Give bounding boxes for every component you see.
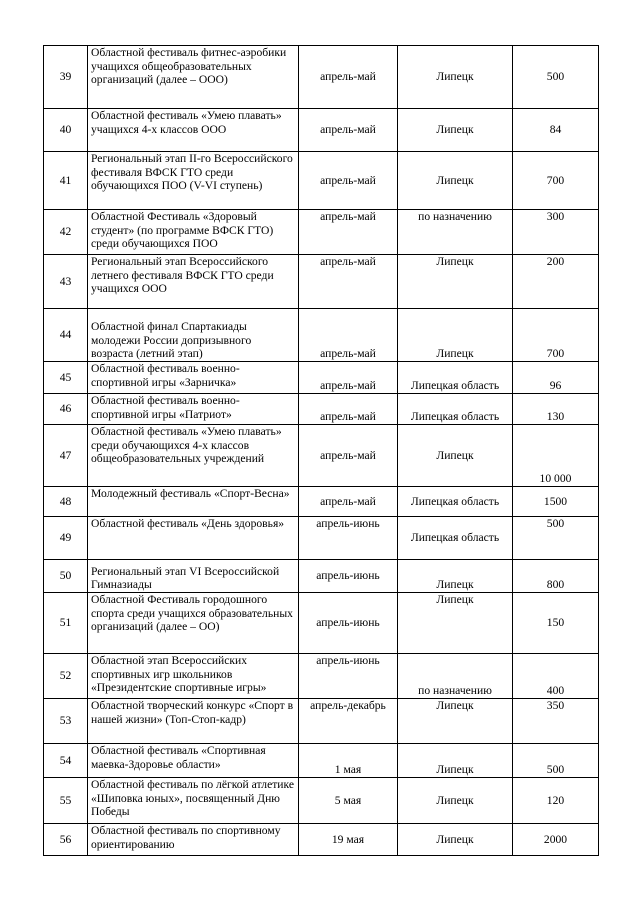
row-number: 49 <box>44 517 88 560</box>
event-name: Областной фестиваль «Спортивная маевка-Здоровье области» <box>88 744 299 778</box>
event-name: Областной фестиваль «Умею плавать» среди обучающихся 4-х классов общеобразовательных учреждений <box>88 425 299 487</box>
event-date: апрель-июнь <box>299 560 398 593</box>
event-date: апрель-май <box>299 109 398 152</box>
table-row <box>44 560 599 593</box>
event-place: Липецк <box>398 309 513 362</box>
event-date: апрель-июнь <box>299 517 398 560</box>
table-row <box>44 152 599 210</box>
event-name: Областной фестиваль «День здоровья» <box>88 517 299 560</box>
table-row <box>44 699 599 744</box>
event-place: по назначению <box>398 210 513 255</box>
event-date: 5 мая <box>299 778 398 824</box>
participant-count: 700 <box>513 309 599 362</box>
participant-count: 800 <box>513 560 599 593</box>
participant-count: 350 <box>513 699 599 744</box>
event-place: по назначению <box>398 654 513 699</box>
event-place: Липецк <box>398 593 513 654</box>
participant-count: 500 <box>513 517 599 560</box>
event-name: Региональный этап II-го Всероссийского фестиваля ВФСК ГТО среди обучающихся ПОО (V-VI ступень) <box>88 152 299 210</box>
event-date: апрель-май <box>299 425 398 487</box>
event-name: Областной Фестиваль городошного спорта среди учащихся образовательных организаций (далее – ОО) <box>88 593 299 654</box>
table-row <box>44 425 599 487</box>
participant-count: 700 <box>513 152 599 210</box>
row-number: 39 <box>44 46 88 109</box>
event-name: Областной фестиваль по лёгкой атлетике «Шиповка юных», посвященный Дню Победы <box>88 778 299 824</box>
event-name: Областной Фестиваль «Здоровый студент» (по программе ВФСК ГТО) среди обучающихся ПОО <box>88 210 299 255</box>
table-row <box>44 517 599 560</box>
participant-count: 96 <box>513 362 599 394</box>
event-date: апрель-декабрь <box>299 699 398 744</box>
participant-count: 120 <box>513 778 599 824</box>
table-row <box>44 824 599 856</box>
table-row <box>44 744 599 778</box>
row-number: 56 <box>44 824 88 856</box>
participant-count: 150 <box>513 593 599 654</box>
event-place: Липецкая область <box>398 362 513 394</box>
event-name: Областной фестиваль военно-спортивной игры «Зарничка» <box>88 362 299 394</box>
event-date: апрель-май <box>299 152 398 210</box>
table-row <box>44 210 599 255</box>
event-place: Липецк <box>398 824 513 856</box>
participant-count: 500 <box>513 46 599 109</box>
event-place: Липецк <box>398 109 513 152</box>
participant-count: 400 <box>513 654 599 699</box>
event-place: Липецк <box>398 778 513 824</box>
event-place: Липецкая область <box>398 487 513 517</box>
event-date: 19 мая <box>299 824 398 856</box>
participant-count: 200 <box>513 255 599 309</box>
event-name: Молодежный фестиваль «Спорт-Весна» <box>88 487 299 517</box>
participant-count: 500 <box>513 744 599 778</box>
participant-count: 84 <box>513 109 599 152</box>
row-number: 42 <box>44 210 88 255</box>
event-place: Липецк <box>398 699 513 744</box>
event-date: апрель-июнь <box>299 654 398 699</box>
row-number: 46 <box>44 394 88 425</box>
row-number: 53 <box>44 699 88 744</box>
event-name: Областной фестиваль «Умею плавать» учащихся 4-х классов ООО <box>88 109 299 152</box>
row-number: 54 <box>44 744 88 778</box>
row-number: 48 <box>44 487 88 517</box>
table-row <box>44 362 599 394</box>
event-name: Областной фестиваль военно-спортивной игры «Патриот» <box>88 394 299 425</box>
event-date: апрель-май <box>299 394 398 425</box>
events-table <box>43 45 599 856</box>
row-number: 55 <box>44 778 88 824</box>
row-number: 41 <box>44 152 88 210</box>
event-place: Липецк <box>398 152 513 210</box>
event-place: Липецк <box>398 425 513 487</box>
table-row <box>44 394 599 425</box>
table-row <box>44 46 599 109</box>
table-row <box>44 255 599 309</box>
event-name: Областной фестиваль по спортивному ориентированию <box>88 824 299 856</box>
row-number: 43 <box>44 255 88 309</box>
row-number: 50 <box>44 560 88 593</box>
event-date: апрель-май <box>299 309 398 362</box>
table-row <box>44 654 599 699</box>
event-date: апрель-май <box>299 362 398 394</box>
event-date: апрель-май <box>299 255 398 309</box>
event-place: Липецк <box>398 255 513 309</box>
participant-count: 130 <box>513 394 599 425</box>
event-date: апрель-май <box>299 46 398 109</box>
table-row <box>44 778 599 824</box>
event-date: 1 мая <box>299 744 398 778</box>
event-place: Липецк <box>398 744 513 778</box>
event-name: Региональный этап Всероссийского летнего фестиваля ВФСК ГТО среди учащихся ООО <box>88 255 299 309</box>
event-date: апрель-май <box>299 487 398 517</box>
participant-count: 10 000 <box>513 425 599 487</box>
table-row <box>44 593 599 654</box>
participant-count: 300 <box>513 210 599 255</box>
table-row <box>44 109 599 152</box>
event-name: Областной фестиваль фитнес-аэробики учащихся общеобразовательных организаций (далее – ООО) <box>88 46 299 109</box>
row-number: 45 <box>44 362 88 394</box>
event-place: Липецкая область <box>398 517 513 560</box>
row-number: 40 <box>44 109 88 152</box>
row-number: 52 <box>44 654 88 699</box>
event-name: Областной этап Всероссийских спортивных игр школьников «Президентские спортивные игры» <box>88 654 299 699</box>
event-place: Липецк <box>398 46 513 109</box>
participant-count: 2000 <box>513 824 599 856</box>
event-date: апрель-май <box>299 210 398 255</box>
participant-count: 1500 <box>513 487 599 517</box>
event-place: Липецкая область <box>398 394 513 425</box>
event-date: апрель-июнь <box>299 593 398 654</box>
event-name: Областной финал Спартакиады молодежи России допризывного возраста (летний этап) <box>88 309 299 362</box>
row-number: 44 <box>44 309 88 362</box>
event-name: Региональный этап VI Всероссийской Гимназиады <box>88 560 299 593</box>
table-row <box>44 309 599 362</box>
event-place: Липецк <box>398 560 513 593</box>
row-number: 47 <box>44 425 88 487</box>
event-name: Областной творческий конкурс «Спорт в нашей жизни» (Топ-Стоп-кадр) <box>88 699 299 744</box>
row-number: 51 <box>44 593 88 654</box>
table-row <box>44 487 599 517</box>
